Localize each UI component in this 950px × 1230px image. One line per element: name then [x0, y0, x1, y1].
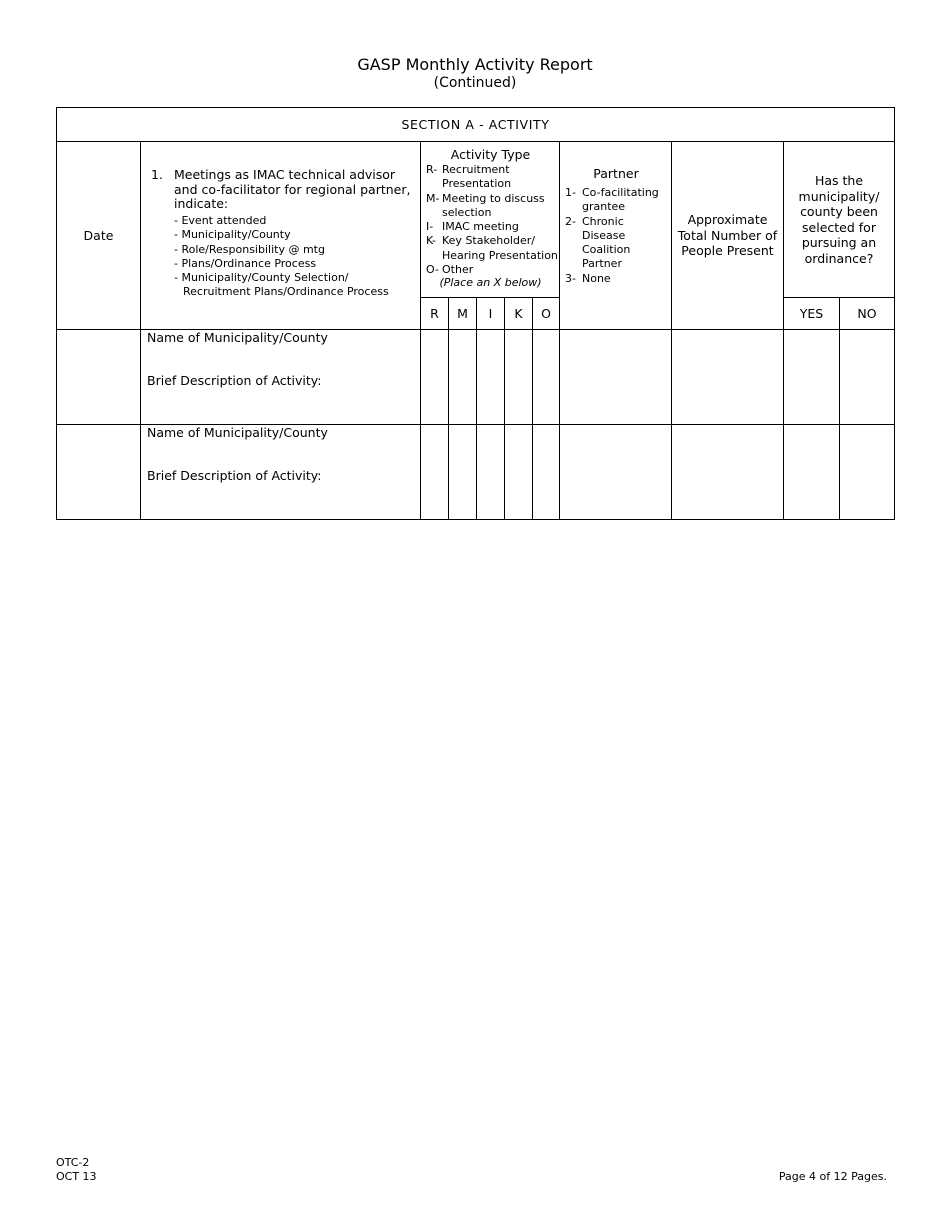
partner-cell[interactable] [559, 329, 671, 424]
activity-bullet-list [174, 214, 389, 300]
yes-cell[interactable] [783, 329, 839, 424]
subcol-m-header: M [448, 297, 476, 329]
legend-key: O- [426, 263, 439, 277]
activity-type-legend [426, 163, 558, 277]
partner-title: Partner [593, 166, 639, 181]
form-date-text: OCT 13 [56, 1170, 97, 1183]
municipality-name-label: Name of Municipality/County [147, 330, 328, 345]
activity-table [56, 107, 895, 520]
legend-key: 2- [565, 214, 576, 228]
activity-type-m-cell[interactable] [448, 424, 476, 519]
report-title: GASP Monthly Activity Report [357, 55, 593, 74]
activity-number: 1. [151, 167, 163, 182]
activity-bullet: - Role/Responsibility @ mtg [174, 242, 325, 256]
legend-text: Recruitment [442, 163, 510, 176]
page-number: Page 4 of 12 Pages. [778, 1170, 887, 1183]
activity-type-item [426, 163, 558, 192]
date-cell[interactable] [57, 329, 140, 424]
no-header: NO [839, 297, 894, 329]
municipality-name-label: Name of Municipality/County [147, 425, 328, 440]
activity-bullet: - Event attended [174, 214, 267, 227]
ordinance-selected-header: Has the municipality/ county been selected for pursuing an ordinance? [783, 142, 894, 297]
legend-text: IMAC meeting [442, 220, 519, 234]
activity-bullet: - Plans/Ordinance Process [174, 256, 317, 270]
activity-type-title: Activity Type [450, 147, 531, 162]
activity-type-o-cell[interactable] [532, 424, 559, 519]
activity-type-o-cell[interactable] [532, 329, 559, 424]
legend-text: Key Stakeholder/ [442, 234, 535, 248]
people-present-header: Approximate Total Number of People Present [671, 142, 783, 329]
legend-text: Presentation [442, 177, 512, 191]
legend-key: K- [426, 234, 437, 248]
legend-text: Partner [582, 257, 622, 271]
no-cell[interactable] [839, 329, 894, 424]
legend-text: grantee [582, 200, 626, 214]
partner-item [565, 272, 659, 286]
activity-type-r-cell[interactable] [420, 424, 448, 519]
legend-text: selection [442, 205, 492, 219]
activity-bullet: - Municipality/County Selection/ [174, 271, 349, 285]
activity-bullet: - Municipality/County [174, 228, 291, 242]
legend-text: Coalition [582, 243, 631, 257]
report-subtitle: (Continued) [433, 75, 517, 91]
activity-type-header [420, 142, 559, 297]
legend-text: None [582, 271, 611, 285]
partner-header [559, 142, 671, 329]
subcol-k-header: K [504, 297, 532, 329]
legend-text: Meeting to discuss [442, 191, 545, 205]
partner-cell[interactable] [559, 424, 671, 519]
partner-item [565, 186, 659, 215]
subcol-i-header: I [476, 297, 504, 329]
activity-type-k-cell[interactable] [504, 424, 532, 519]
activity-cell[interactable] [140, 424, 420, 519]
activity-cell[interactable] [140, 329, 420, 424]
activity-main-text: Meetings as IMAC technical advisor and co-facilitator for regional partner, indicate: [174, 167, 411, 211]
yes-header: YES [783, 297, 839, 329]
activity-type-note: (Place an X below) [439, 276, 542, 289]
legend-key: 1- [565, 186, 576, 199]
date-cell[interactable] [57, 424, 140, 519]
yes-cell[interactable] [783, 424, 839, 519]
people-present-cell[interactable] [671, 424, 783, 519]
people-present-cell[interactable] [671, 329, 783, 424]
form-code-text: OTC-2 [56, 1156, 90, 1169]
activity-type-r-cell[interactable] [420, 329, 448, 424]
activity-description-label: Brief Description of Activity: [147, 373, 322, 388]
activity-type-m-cell[interactable] [448, 329, 476, 424]
legend-key: I- [426, 220, 434, 234]
legend-text: Other [442, 263, 474, 277]
activity-type-item [426, 220, 558, 234]
section-header: SECTION A - ACTIVITY [57, 108, 894, 142]
date-header: Date [83, 228, 114, 243]
legend-key: M- [426, 191, 440, 205]
form-code [56, 1156, 97, 1184]
legend-text: Chronic [582, 214, 624, 228]
activity-type-item [426, 192, 558, 221]
legend-text: Hearing Presentation [442, 248, 558, 262]
no-cell[interactable] [839, 424, 894, 519]
activity-bullet: Recruitment Plans/Ordinance Process [183, 285, 389, 299]
activity-type-i-cell[interactable] [476, 329, 504, 424]
legend-key: R- [426, 163, 438, 176]
partner-legend [565, 186, 659, 286]
activity-type-k-cell[interactable] [504, 329, 532, 424]
activity-type-i-cell[interactable] [476, 424, 504, 519]
legend-key: 3- [565, 271, 576, 285]
legend-text: Co-facilitating [582, 186, 659, 199]
activity-description-label: Brief Description of Activity: [147, 468, 322, 483]
activity-type-item [426, 234, 558, 263]
subcol-o-header: O [532, 297, 559, 329]
subcol-r-header: R [420, 297, 448, 329]
activity-header [140, 142, 420, 329]
partner-item [565, 215, 659, 272]
legend-text: Disease [582, 228, 626, 242]
